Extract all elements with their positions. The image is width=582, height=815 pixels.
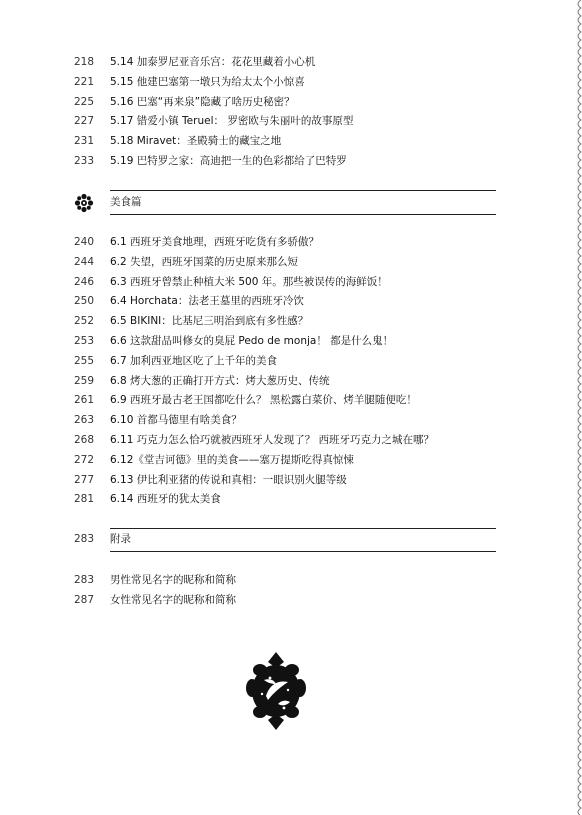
entry-title: 6.11 巧克力怎么恰巧就被西班牙人发现了？ 西班牙巧克力之城在哪？: [110, 434, 435, 446]
entry-title: 6.6 这款甜品叫修女的臭屁 Pedo de monja！ 都是什么鬼！: [110, 335, 394, 347]
entry-title: 5.14 加泰罗尼亚音乐宫：花花里藏着小心机: [110, 56, 316, 68]
page-number: 268: [73, 434, 94, 446]
entry-title: 6.10 首都马德里有啥美食？: [110, 414, 242, 427]
entry-title: 6.1 西班牙美食地理，西班牙吃货有多骄傲？: [110, 236, 320, 248]
page-number: 218: [73, 56, 94, 68]
entry-title: 6.14 西班牙的犹太美食: [110, 493, 221, 506]
entry-title: 5.19 巴特罗之家：高迪把一生的色彩都给了巴特罗: [110, 155, 347, 167]
page-number: 233: [73, 155, 94, 167]
page-number: 252: [73, 315, 94, 328]
page-number: 250: [73, 295, 94, 308]
page-number: 253: [73, 335, 94, 347]
page-number: 283: [73, 574, 94, 586]
entry-title: 6.4 Horchata：法老王墓里的西班牙冷饮: [110, 295, 304, 308]
entry-title: 女性常见名字的昵称和简称: [110, 593, 236, 606]
entry-title: 6.8 烤大葱的正确打开方式：烤大葱历史、传统: [110, 374, 330, 387]
page-number: 225: [73, 95, 94, 108]
page-number: 281: [73, 493, 94, 506]
divider-bottom: [110, 214, 496, 215]
entry-title: 5.17 错爱小镇 Teruel： 罗密欧与朱丽叶的故事原型: [110, 115, 354, 128]
flower-icon: [74, 193, 94, 213]
page-number: 272: [73, 453, 94, 466]
entry-title: 男性常见名字的昵称和简称: [110, 574, 236, 586]
appendix-page-number: 283: [73, 533, 94, 545]
entry-title: 6.9 西班牙最古老王国都吃什么？ 黑松露白菜价、烤羊腿随便吃！: [110, 394, 417, 407]
entry-title: 5.16 巴塞“再来泉”隐藏了啥历史秘密？: [110, 95, 295, 108]
entry-title: 5.15 他建巴塞第一墩只为给太太个小惊喜: [110, 75, 305, 88]
page-number: 261: [73, 394, 94, 407]
entry-title: 6.13 伊比利亚猪的传说和真相：一眼识别火腿等级: [110, 473, 347, 486]
page-edge-border: [572, 0, 582, 815]
entry-title: 6.7 加利西亚地区吃了上千年的美食: [110, 354, 278, 367]
entry-title: 6.12《堂吉诃德》里的美食——塞万提斯吃得真惊悚: [110, 453, 354, 466]
page-number: 244: [73, 255, 94, 268]
entry-title: 6.2 失望，西班牙国菜的历史原来那么短: [110, 255, 299, 268]
divider-top: [110, 190, 496, 191]
page-number: 255: [73, 354, 94, 367]
divider-bottom: [110, 551, 496, 552]
page-number: 227: [73, 115, 94, 128]
entry-title: 5.18 Miravet：圣殿骑士的藏宝之地: [110, 135, 282, 148]
page-number: 231: [73, 135, 94, 148]
floral-ornament-icon: [244, 650, 308, 732]
section-title-appendix: 附录: [110, 533, 131, 545]
page-number: 277: [73, 473, 94, 486]
page-number: 287: [73, 593, 94, 606]
divider-top: [110, 528, 496, 529]
page-number: 259: [73, 374, 94, 387]
section-title-food: 美食篇: [110, 196, 142, 208]
page-number: 263: [73, 414, 94, 427]
page-number: 221: [73, 75, 94, 88]
entry-title: 6.5 BIKINI：比基尼三明治到底有多性感？: [110, 315, 309, 328]
page-number: 246: [73, 275, 94, 288]
entry-title: 6.3 西班牙曾禁止种植大米 500 年。那些被误传的海鲜饭！: [110, 275, 388, 288]
page-number: 240: [73, 236, 94, 248]
